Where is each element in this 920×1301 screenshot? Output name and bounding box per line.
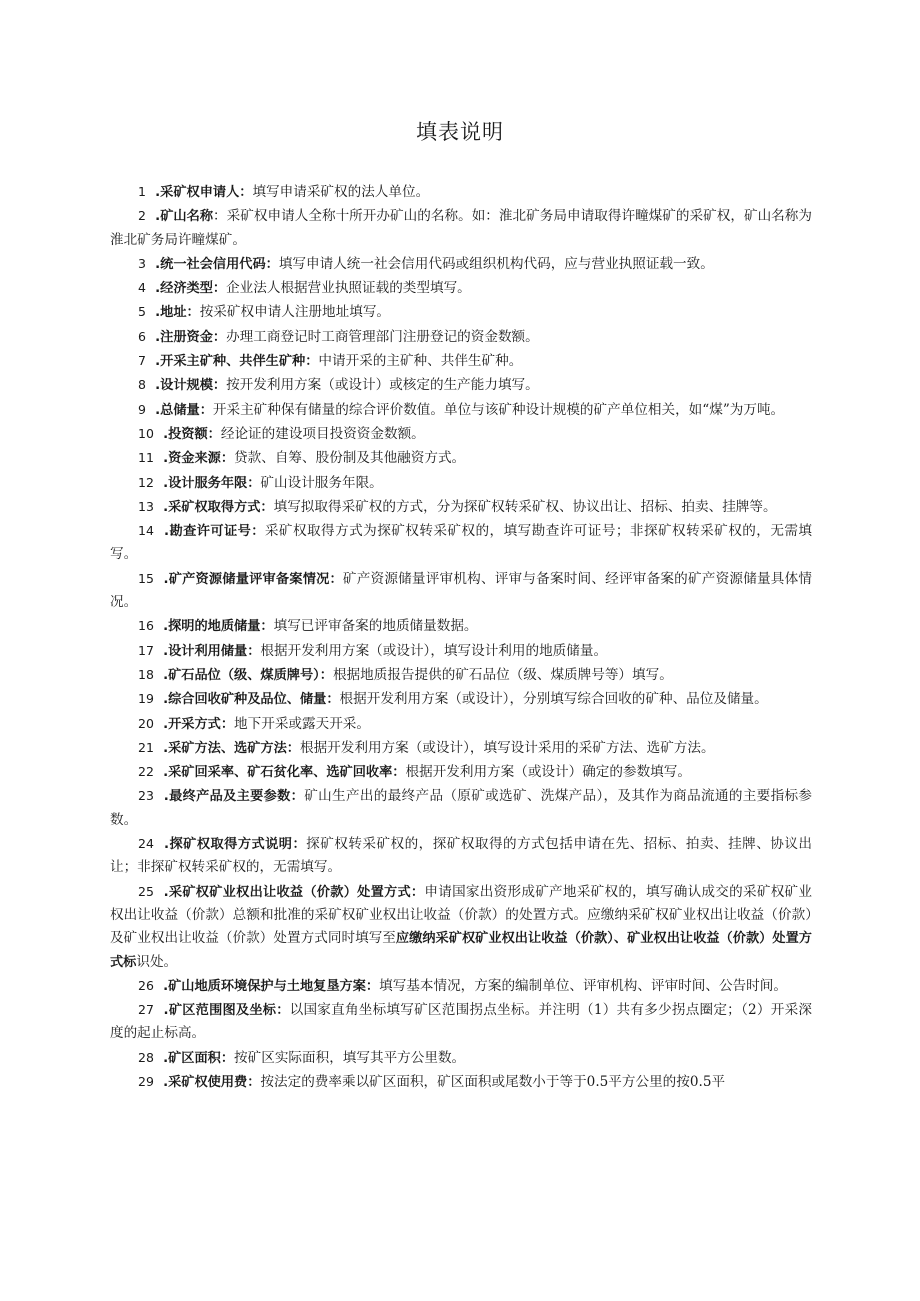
instruction-item xyxy=(110,712,812,736)
item-label: 矿山地质环境保护与土地复垦方案： xyxy=(168,978,380,994)
item-number: 19 xyxy=(138,691,154,707)
item-description: 办理工商登记时工商管理部门注册登记的资金数额。 xyxy=(226,328,539,345)
instruction-item xyxy=(110,204,812,252)
item-number: 20 xyxy=(138,715,154,731)
item-description: 按采矿权申请人注册地址填写。 xyxy=(199,304,391,321)
item-description: 填写申请采矿权的法人单位。 xyxy=(252,184,430,200)
item-number-dot: . xyxy=(145,402,161,418)
item-label: 地址： xyxy=(160,305,200,321)
instruction-item xyxy=(110,325,812,349)
item-number-dot: . xyxy=(153,1003,169,1019)
item-description: 探矿权转采矿权的，探矿权取得的方式包括申请在先、招标、拍卖、挂牌、协议出让；非探矿权转采矿权的，无需填写。 xyxy=(110,836,813,876)
item-description: 采矿权取得方式为探矿权转采矿权的，填写勘查许可证号；非探矿权转采矿权的，无需填写。 xyxy=(110,523,813,563)
item-label: 设计利用储量： xyxy=(168,643,261,659)
item-description: 矿山生产出的最终产品（原矿或选矿、洗煤产品），及其作为商品流通的主要指标参数。 xyxy=(110,788,812,828)
item-number-dot: . xyxy=(153,837,170,853)
instruction-item xyxy=(110,519,812,567)
item-description: 贷款、自筹、股份制及其他融资方式。 xyxy=(234,450,466,467)
item-number: 9 xyxy=(138,401,146,417)
item-number: 28 xyxy=(138,1049,154,1065)
item-number: 17 xyxy=(138,642,154,658)
instruction-item xyxy=(110,760,812,784)
instruction-item xyxy=(110,832,812,880)
instruction-item xyxy=(110,276,812,300)
item-number: 27 xyxy=(138,1002,154,1018)
item-number-dot: . xyxy=(153,692,169,708)
instruction-item xyxy=(110,998,812,1046)
item-number: 25 xyxy=(138,883,154,899)
item-description: 按开发利用方案（或设计）或核定的生产能力填写。 xyxy=(226,377,539,394)
item-number-dot: . xyxy=(153,571,169,587)
item-label: 勘查许可证号： xyxy=(169,524,265,540)
item-number: 24 xyxy=(138,836,154,852)
item-number-dot: . xyxy=(145,329,161,345)
item-description: 开采主矿种保有储量的综合评价数值。单位与该矿种设计规模的矿产单位相关，如“煤”为万吨。 xyxy=(212,401,785,418)
item-number: 12 xyxy=(138,474,154,490)
item-label: 最终产品及主要参数： xyxy=(168,789,305,805)
instruction-item xyxy=(110,663,812,687)
item-number: 3 xyxy=(138,255,146,271)
item-label: 注册资金： xyxy=(160,329,227,345)
item-number-dot: . xyxy=(145,378,161,394)
item-label: 矿区面积： xyxy=(168,1050,235,1066)
item-number-dot: . xyxy=(153,499,169,515)
instruction-item xyxy=(110,252,812,276)
item-number-dot: . xyxy=(153,451,169,467)
item-number-dot: . xyxy=(153,789,169,805)
item-label-secondary: 应缴纳采矿权矿业权出让收益（价款）、矿业权出让收益（价款）处置方式标 xyxy=(110,931,812,970)
item-number-dot: . xyxy=(153,1050,169,1066)
item-label: 探矿权取得方式说明： xyxy=(169,837,307,853)
item-number-dot: . xyxy=(153,740,169,756)
item-label: 采矿权申请人： xyxy=(160,185,253,200)
instruction-item xyxy=(110,422,812,446)
instruction-item xyxy=(110,1070,812,1094)
item-label: 开采方式： xyxy=(168,716,235,732)
item-description: ：采矿权申请人全称十所开办矿山的名称。如：淮北矿务局申请取得许疃煤矿的采矿权，矿山名称为淮北矿务局许疃煤矿。 xyxy=(110,208,813,248)
instruction-item xyxy=(110,300,812,324)
item-label: 设计服务年限： xyxy=(168,475,261,491)
item-label: 资金来源： xyxy=(168,451,235,467)
item-description: 地下开采或露天开采。 xyxy=(234,715,370,732)
item-label: 矿区范围图及坐标： xyxy=(168,1003,290,1019)
instruction-item xyxy=(110,736,812,760)
item-label: 经济类型： xyxy=(160,281,227,297)
item-description: 根据开发利用方案（或设计）确定的参数填写。 xyxy=(405,764,691,781)
item-label: 矿石品位（级、煤质牌号）： xyxy=(168,667,333,683)
item-description: 根据开发利用方案（或设计），分别填写综合回收的矿种、品位及储量。 xyxy=(339,691,768,708)
item-number-dot: . xyxy=(153,716,169,732)
item-number: 16 xyxy=(138,618,154,634)
item-description: 根据开发利用方案（或设计），填写设计采用的采矿方法、选矿方法。 xyxy=(299,739,715,756)
instruction-item xyxy=(110,398,812,422)
item-number: 2 xyxy=(138,208,146,224)
item-number-dot: . xyxy=(145,281,161,297)
item-description: 根据开发利用方案（或设计），填写设计利用的地质储量。 xyxy=(260,642,608,659)
item-label: 统一社会信用代码： xyxy=(160,256,279,272)
item-label: 矿山名称 xyxy=(160,209,214,225)
item-description: 按矿区实际面积，填写其平方公里数。 xyxy=(234,1049,466,1066)
item-number-dot: . xyxy=(153,426,169,442)
instruction-item xyxy=(110,471,812,495)
instruction-item xyxy=(110,495,812,519)
item-label: 总储量： xyxy=(160,402,213,418)
instruction-item xyxy=(110,614,812,638)
item-number: 23 xyxy=(138,788,154,804)
item-number: 18 xyxy=(138,666,154,682)
item-number-dot: . xyxy=(153,524,169,540)
item-number: 6 xyxy=(138,328,146,344)
item-number-dot: . xyxy=(153,1074,169,1090)
item-description: 按法定的费率乘以矿区面积，矿区面积或尾数小于等于0.5平方公里的按0.5平 xyxy=(260,1073,726,1090)
instruction-item xyxy=(110,639,812,663)
item-label: 设计规模： xyxy=(160,378,227,394)
item-description: 填写基本情况，方案的编制单位、评审机构、评审时间、公告时间。 xyxy=(379,977,787,994)
item-number: 1 xyxy=(138,184,146,199)
item-number-dot: . xyxy=(145,185,161,200)
item-label: 综合回收矿种及品位、储量： xyxy=(168,692,340,708)
item-description: 中请开采的主矿种、共伴生矿种。 xyxy=(318,353,523,370)
item-label: 采矿方法、选矿方法： xyxy=(168,740,300,756)
item-description: 矿山设计服务年限。 xyxy=(260,474,383,491)
item-number-dot: . xyxy=(145,305,161,321)
item-number: 21 xyxy=(138,739,154,755)
item-description: 矿产资源储量评审机构、评审与备案时间、经评审备案的矿产资源储量具体情况。 xyxy=(110,570,813,611)
item-number: 4 xyxy=(138,280,146,296)
item-label: 采矿回采率、矿石贫化率、选矿回收率： xyxy=(168,765,406,781)
item-number: 13 xyxy=(138,498,154,514)
instruction-item xyxy=(110,446,812,470)
item-number-dot: . xyxy=(153,475,169,491)
item-number: 8 xyxy=(138,377,146,393)
item-number: 7 xyxy=(138,353,146,369)
instruction-item xyxy=(110,784,812,832)
item-number-dot: . xyxy=(153,619,169,635)
item-number: 29 xyxy=(138,1073,154,1089)
item-number-dot: . xyxy=(153,667,169,683)
item-label: 采矿权矿业权出让收益（价款）处置方式： xyxy=(168,884,425,900)
instruction-item xyxy=(110,974,812,998)
item-label: 矿产资源储量评审备案情况： xyxy=(168,571,343,587)
item-number: 15 xyxy=(138,570,154,586)
item-number-dot: . xyxy=(153,884,169,900)
item-description: 填写申请人统一社会信用代码或组织机构代码，应与营业执照证载一致。 xyxy=(278,255,714,272)
instruction-item xyxy=(110,1046,812,1070)
item-description: 企业法人根据营业执照证载的类型填写。 xyxy=(226,280,471,297)
item-label: 开采主矿种、共伴生矿种： xyxy=(160,354,319,370)
item-number: 11 xyxy=(138,450,154,466)
item-description-secondary: 识处。 xyxy=(136,953,178,970)
item-number-dot: . xyxy=(145,209,161,225)
item-description: 填写拟取得采矿权的方式，分为探矿权转采矿权、协议出让、招标、拍卖、挂牌等。 xyxy=(273,498,777,515)
item-number-dot: . xyxy=(145,354,161,370)
item-description: 以国家直角坐标填写矿区范围拐点坐标。并注明（1）共有多少拐点圈定；（2）开采深度的起止标高。 xyxy=(110,1002,813,1042)
item-number: 14 xyxy=(138,523,154,539)
item-number-dot: . xyxy=(153,765,169,781)
item-label: 采矿权使用费： xyxy=(168,1074,261,1090)
item-description: 根据地质报告提供的矿石品位（级、煤质牌号等）填写。 xyxy=(332,666,673,683)
item-number-dot: . xyxy=(153,978,169,994)
item-description: 填写已评审备案的地质储量数据。 xyxy=(273,618,478,635)
page-title: 填表说明 xyxy=(416,120,504,144)
item-description: 申请国家出资形成矿产地采矿权的，填写确认成交的采矿权矿业权出让收益（价款）总额和批准的采矿权矿业权出让收益（价款）的处置方式。应缴纳采矿权矿业权出让收益（价款）及矿业权出让收益（价款）处置方式同时填写至 xyxy=(110,883,812,947)
instruction-item xyxy=(110,180,812,204)
item-description: 经论证的建设项目投资资金数额。 xyxy=(220,425,425,442)
instruction-item xyxy=(110,349,812,373)
instruction-item xyxy=(110,687,812,711)
item-number-dot: . xyxy=(153,643,169,659)
item-label: 采矿权取得方式： xyxy=(168,499,274,515)
item-number: 26 xyxy=(138,977,154,993)
item-label: 探明的地质储量： xyxy=(168,619,274,635)
instruction-item xyxy=(110,567,812,615)
item-number: 22 xyxy=(138,764,154,780)
item-number: 5 xyxy=(138,304,146,320)
instruction-list xyxy=(110,180,812,1094)
item-number: 10 xyxy=(138,425,154,441)
instruction-item xyxy=(110,880,812,974)
item-number-dot: . xyxy=(145,256,161,272)
instruction-item xyxy=(110,373,812,397)
item-label: 投资额： xyxy=(168,426,221,442)
